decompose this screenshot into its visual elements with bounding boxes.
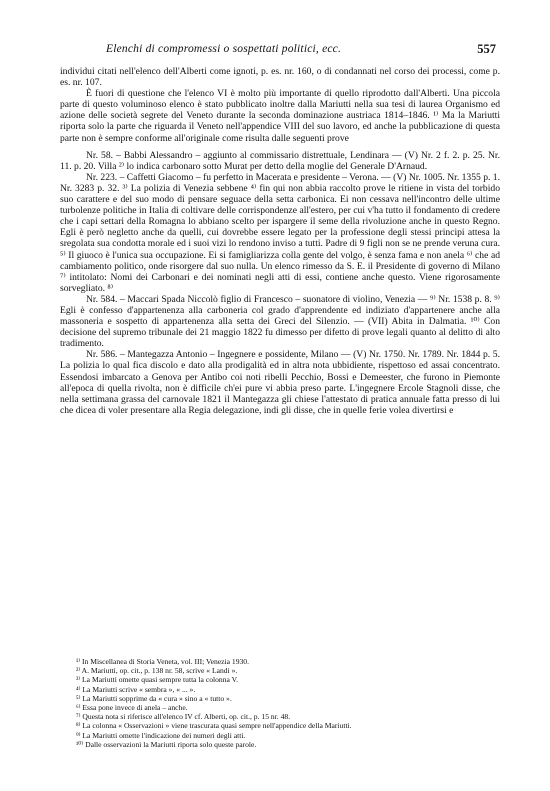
running-header xyxy=(60,43,496,59)
main-text xyxy=(60,66,500,416)
running-title: Elenchi di compromessi o sospettati politici, ecc. xyxy=(106,43,342,55)
footnote: ⁴⁾ La Mariutti scrive « sembra », « ... ». xyxy=(76,684,196,694)
footnote: ⁸⁾ La colonna « Osservazioni » viene trascurata quasi sempre nell'appendice della Mariutti. xyxy=(76,721,352,731)
footnote: ⁷⁾ Questa nota si riferisce all'elenco IV cf. Alberti, op. cit., p. 15 nr. 48. xyxy=(76,712,291,722)
footnote: ⁹⁾ La Mariutti omette l'indicazione dei numeri degli atti. xyxy=(76,730,246,740)
entry-nr-223: Nr. 223. – Caffetti Giacomo – fu perfetto in Macerata e presidente – Verona. — (V) Nr. 1005. Nr. 1355 p. 1. Nr. 3283 p. 32. ³⁾ La polizia di Venezia sebbene ⁴⁾ fin qui non abbia raccolto prove le ritiene in vista del torbido suo carattere e del suo modo di pensare seguace della setta carbonica. Ei non cessava nell'incontro delle ultime turbolenze politiche in Italia di coltivare delle corrispondenze all'estero, per cui v'ha tutto il fondamento di credere che i capi settari della Romagna lo abbiano scelto per ispargere il seme della rivoluzione anche in questo Regno. Egli è però negletto anche da quelli, cui dovrebbe essere legato per la professione degli stessi principi attesa la sregolata sua condotta morale ed i suoi vizi lo rendono inviso a tutti. Padre di 9 figli non se ne prende veruna cura. ⁵⁾ Il giuoco è l'unica sua occupazione. Ei si famigliarizza colla gente del volgo, è senza fama e non anela ⁶⁾ che ad cambiamento politico, onde risorgere dal suo nulla. Un elenco rimesso da S. E. il Presidente di governo di Milano ⁷⁾ intitolato: Nomi dei Carbonari e dei nominati negli atti di essi, contiene anche questo. Viene rigorosamente sorvegliato. ⁸⁾ xyxy=(60,171,500,294)
footnote: ¹⁾ In Miscellanea di Storia Veneta, vol. III; Venezia 1930. xyxy=(76,657,249,666)
entry-nr-58: Nr. 58. – Babbi Alessandro – aggiunto al commissario distrettuale, Lendinara — (V) Nr. 2 f. 2. p. 25. Nr. 11. p. 20. Villa ²⁾ lo indica carbonaro sotto Murat per detto della moglie del Generale D'Arnaud. xyxy=(60,149,500,172)
footnote: ⁶⁾ Essa pone invece di anela – anche. xyxy=(76,703,188,713)
entry-nr-586: Nr. 586. – Mantegazza Antonio – Ingegnere e possidente, Milano — (V) Nr. 1750. Nr. 1789. Nr. 1844 p. 5. La polizia lo qual fica discolo e dato alla prodigalità ed in altra nota ubbidiente, rispettoso ed assai concentrato. Essendosi imbarcato a Genova per Antibo coi noti ribelli Pecchio, Bossi e Demeester, che furono in Piemonte all'epoca di quella rivolta, non è difficile ch'ei pure vi abbia preso parte. L'ingegnere Ercole Stagnoli disse, che nella settimana grassa del carnovale 1821 il Mantegazza gli chiese l'attestato di pratica annuale fatta presso di lui che dicea di voler presentare alla Regia delegazione, indi gli disse, che in quelle ferie volea divertirsi e xyxy=(60,349,500,416)
paragraph-continuation: individui citati nell'elenco dell'Alberti come ignoti, p. es. nr. 160, o di condannati nel corso dei processi, come p. es. nr. 107. xyxy=(60,66,500,89)
footnote: ²⁾ A. Mariutti, op. cit., p. 138 nr. 58, scrive « Landi ». xyxy=(76,666,238,676)
footnotes xyxy=(60,657,500,749)
paragraph-elenco-vi: È fuori di questione che l'elenco VI è molto più importante di quello riprodotto dall'Alberti. Una piccola parte di questo voluminoso elenco è stato pubblicato inoltre dalla Mariutti nella sua tesi di laurea Organismo ed azione delle società segrete del Veneto durante la seconda dominazione austriaca 1814–1846. ¹⁾ Ma la Mariutti riporta solo la parte che riguarda il Veneto nell'appendice VIII del suo lavoro, ed anche la pubblicazione di questa parte non è sempre conforme all'originale come risulta dalle seguenti prove xyxy=(60,88,500,144)
entry-nr-584: Nr. 584. – Maccari Spada Niccolò figlio di Francesco – suonatore di violino, Venezia — ⁹⁾ Nr. 1538 p. 8. ⁹⁾ Egli è confesso d'appartenenza alla carboneria col grado d'apprendente ed indiziato d'appartenere anche alla massoneria e sospetto di appartenenza alla setta dei Greci del Silenzio. — (VII) Abita in Dalmatia. ¹⁰⁾ Con decisione del supremo tribunale dei 21 maggio 1822 fu dimesso per difetto di prove legali quanto al delitto di alto tradimento. xyxy=(60,293,500,350)
page-number: 557 xyxy=(477,42,496,56)
footnote: ¹⁰⁾ Dalle osservazioni la Mariutti riporta solo queste parole. xyxy=(76,739,257,749)
footnote: ⁵⁾ La Mariutti sopprime da « cura » sino a « tutto ». xyxy=(76,693,232,703)
footnote: ³⁾ La Mariutti omette quasi sempre tutta la colonna V. xyxy=(76,675,239,685)
